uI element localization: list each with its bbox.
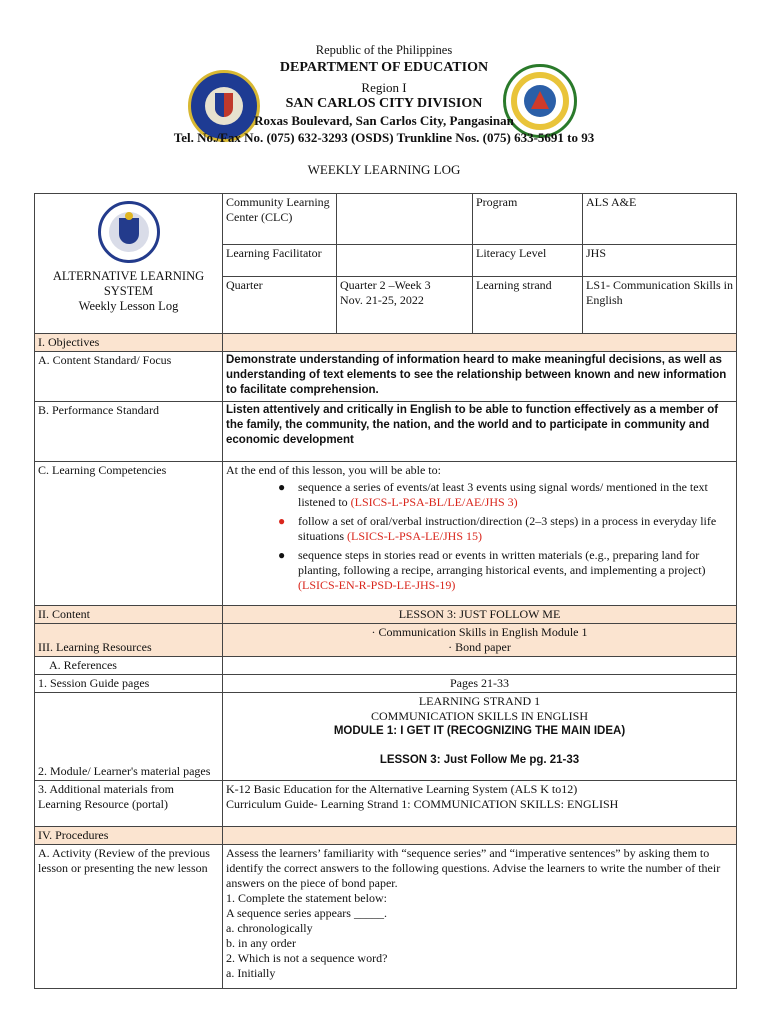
activity-label: A. Activity (Review of the previous lesson or presenting the new lesson xyxy=(35,845,223,989)
division-line: SAN CARLOS CITY DIVISION xyxy=(285,96,483,111)
clc-label: Community Learning Center (CLC) xyxy=(223,194,337,245)
additional-cell xyxy=(223,781,737,827)
quarter-dates: Nov. 21-25, 2022 xyxy=(340,293,424,307)
system-sub: Weekly Lesson Log xyxy=(78,299,179,313)
module-label: 2. Module/ Learner's material pages xyxy=(35,693,223,781)
resources-value xyxy=(223,624,737,657)
session-value: Pages 21-33 xyxy=(223,675,737,693)
module-lesson: LESSON 3: Just Follow Me pg. 21-33 xyxy=(379,754,580,766)
quarter-label: Quarter xyxy=(223,277,337,334)
region-line: Region I xyxy=(361,80,407,95)
quarter-week: Quarter 2 –Week 3 xyxy=(340,278,431,292)
program-value: ALS A&E xyxy=(583,194,737,245)
performance-row xyxy=(35,402,737,462)
system-name: ALTERNATIVE LEARNING SYSTEM xyxy=(52,269,205,298)
objectives-row xyxy=(35,334,737,352)
module-title: MODULE 1: I GET IT (RECOGNIZING THE MAIN IDEA) xyxy=(333,725,626,737)
competencies-list xyxy=(226,480,733,593)
session-label: 1. Session Guide pages xyxy=(35,675,223,693)
phone-line: Tel. No./Fax No. (075) 632-3293 (OSDS) Trunkline Nos. (075) 633-5691 to 93 xyxy=(173,130,595,145)
activity-question-1: 1. Complete the statement below: xyxy=(226,891,387,905)
competencies-label: C. Learning Competencies xyxy=(35,462,223,606)
lesson-log-table xyxy=(34,193,737,989)
activity-choice-b: b. in any order xyxy=(226,936,296,950)
session-row xyxy=(35,675,737,693)
quarter-value xyxy=(337,277,473,334)
address-line: Roxas Boulevard, San Carlos City, Pangasinan xyxy=(254,113,514,128)
references-row xyxy=(35,657,737,675)
content-row xyxy=(35,606,737,624)
additional-line-1: K-12 Basic Education for the Alternative Learning System (ALS K to12) xyxy=(226,782,578,796)
letterhead xyxy=(0,0,768,160)
competency-code: (LSICS-L-PSA-LE/JHS 15) xyxy=(347,529,483,543)
bullet-icon: ● xyxy=(278,514,286,528)
procedures-label: IV. Procedures xyxy=(35,827,223,845)
activity-choice-a: a. chronologically xyxy=(226,921,313,935)
additional-line-2: Curriculum Guide- Learning Strand 1: COMMUNICATION SKILLS: ENGLISH xyxy=(226,797,619,811)
bullet-icon: ● xyxy=(278,548,286,562)
competency-code: (LSICS-L-PSA-BL/LE/AE/JHS 3) xyxy=(350,495,518,509)
additional-label: 3. Additional materials from Learning Resource (portal) xyxy=(35,781,223,827)
facilitator-value xyxy=(337,245,473,277)
info-row-clc xyxy=(35,194,737,245)
content-value: LESSON 3: JUST FOLLOW ME xyxy=(223,606,737,624)
activity-row xyxy=(35,845,737,989)
program-label: Program xyxy=(473,194,583,245)
strand-value: LS1- Communication Skills in English xyxy=(583,277,737,334)
republic-line: Republic of the Philippines xyxy=(315,43,453,57)
list-item: ● sequence steps in stories read or events in written materials (e.g., preparing land for planting, following a recipe, arranging historical events, and implementing a project) (LSICS-EN-R-PSD-LE-JHS-19) xyxy=(278,548,706,592)
module-row xyxy=(35,693,737,781)
literacy-value: JHS xyxy=(583,245,737,277)
procedures-row xyxy=(35,827,737,845)
activity-statement: A sequence series appears _____. xyxy=(226,906,387,920)
log-title: WEEKLY LEARNING LOG xyxy=(307,162,461,177)
content-standard-label: A. Content Standard/ Focus xyxy=(35,352,223,402)
module-cell xyxy=(223,693,737,781)
competencies-intro: At the end of this lesson, you will be able to: xyxy=(226,463,441,477)
references-label: A. References xyxy=(35,657,223,675)
resources-row xyxy=(35,624,737,657)
additional-row xyxy=(35,781,737,827)
module-skills: COMMUNICATION SKILLS IN ENGLISH xyxy=(371,709,588,723)
strand-label: Learning strand xyxy=(473,277,583,334)
resource-bond-paper: · Bond paper xyxy=(448,640,511,654)
activity-instructions: Assess the learners’ familiarity with “sequence series” and “imperative sentences” by asking them to identify the correct answers to the following questions. Advise the learners to write the number of their answers on the piece of bond paper. xyxy=(226,846,721,890)
bullet-icon: ● xyxy=(278,480,286,494)
content-standard-row xyxy=(35,352,737,402)
competencies-cell xyxy=(223,462,737,606)
department-line: DEPARTMENT OF EDUCATION xyxy=(279,60,489,75)
competency-code: (LSICS-EN-R-PSD-LE-JHS-19) xyxy=(298,578,456,592)
facilitator-label: Learning Facilitator xyxy=(223,245,337,277)
content-standard-text: Demonstrate understanding of information heard to make meaningful decisions, as well as understanding of text elements to see the relationship between known and new information to facilitate comprehension. xyxy=(223,352,737,402)
clc-value xyxy=(337,194,473,245)
list-item: ● follow a set of oral/verbal instruction/direction (2–3 steps) in a process in everyday life situations (LSICS-L-PSA-LE/JHS 15) xyxy=(278,514,717,543)
als-logo-icon xyxy=(98,201,160,263)
resource-module: · Communication Skills in English Module 1 xyxy=(371,625,588,639)
module-strand: LEARNING STRAND 1 xyxy=(418,694,541,708)
activity-choice-2a: a. Initially xyxy=(226,966,276,980)
performance-text: Listen attentively and critically in English to be able to function effectively as a member of the family, the community, the nation, and the world and to participate in community and economic development xyxy=(223,402,737,462)
activity-question-2: 2. Which is not a sequence word? xyxy=(226,951,388,965)
competencies-row xyxy=(35,462,737,606)
content-label: II. Content xyxy=(35,606,223,624)
performance-label: B. Performance Standard xyxy=(35,402,223,462)
literacy-label: Literacy Level xyxy=(473,245,583,277)
list-item: ● sequence a series of events/at least 3 events using signal words/ mentioned in the text listened to (LSICS-L-PSA-BL/LE/AE/JHS 3) xyxy=(278,480,708,509)
als-logo-cell xyxy=(35,194,223,334)
activity-cell xyxy=(223,845,737,989)
resources-label: III. Learning Resources xyxy=(35,624,223,657)
objectives-label: I. Objectives xyxy=(35,334,223,352)
